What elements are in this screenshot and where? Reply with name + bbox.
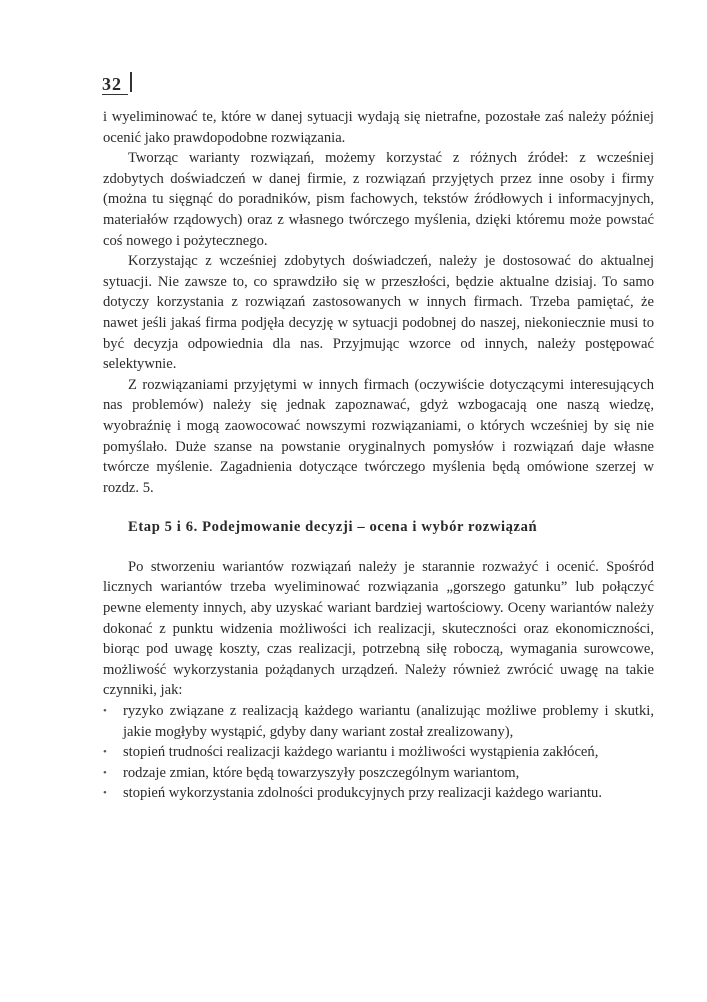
body-paragraph-1: i wyeliminować te, które w danej sytuacji wydają się nietrafne, pozostałe zaś należy później ocenić jako prawdopodobne rozwiązania. [103,109,654,146]
bullet-item: • stopień wykorzystania zdolności produkcyjnych przy realizacji każdego wariantu. [103,783,654,804]
section-heading: Etap 5 i 6. Podejmowanie decyzji – ocena i wybór rozwiązań [128,519,538,536]
bullet-item: • rodzaje zmian, które będą towarzyszyły poszczególnym wariantom, [103,763,654,784]
bullet-item: • ryzyko związane z realizacją każdego wariantu (analizując możliwe problemy i skutki, jakie mogłyby wystąpić, gdyby dany wariant został zrealizowany), [103,701,654,742]
page-number-rule [130,72,132,92]
bullet-item: • stopień trudności realizacji każdego wariantu i możliwości wystąpienia zakłóceń, [103,742,654,763]
body-paragraph-2: Tworząc warianty rozwiązań, możemy korzystać z różnych źródeł: z wcześniej zdobytych doświadczeń w danej firmie, z rozwiązań przyjętych przez inne osoby i firmy (można tu sięgnąć do poradników, pism fachowych, tekstów źródłowych i informacyjnych, materiałów rządowych) oraz z własnego twórczego myślenia, dzięki któremu może powstać coś nowego i pożytecznego. [103,150,654,249]
body-paragraph-4: Z rozwiązaniami przyjętymi w innych firmach (oczywiście dotyczącymi interesujących nas problemów) należy się jednak zapoznawać, gdyż wzbogacają one naszą wiedzę, wyobraźnię i mogą zaowocować nowszymi rozwiązaniami, o których wcześniej by się nie pomyślało. Duże szanse na powstanie oryginalnych pomysłów i rozwiązań daje własne twórcze myślenie. Zagadnienia dotyczące twórczego myślenia będą omówione szerzej w rozdz. 5. [103,376,654,496]
body-paragraph-3: Korzystając z wcześniej zdobytych doświadczeń, należy je dostosować do aktualnej sytuacji. Nie zawsze to, co sprawdziło się w przeszłości, będzie aktualne dzisiaj. To samo dotyczy korzystania z rozwiązań zastosowanych w innych firmach. Trzeba pamiętać, że nawet jeśli jakaś firma podjęła decyzję w sytuacji podobnej do naszej, niekoniecznie musi to być decyzja odpowiednia dla nas. Przyjmując wzorce od innych, należy postępować selektywnie. [103,253,654,373]
page-number-text: 32 [102,74,128,95]
body-paragraph-5: Po stworzeniu wariantów rozwiązań należy je starannie rozważyć i ocenić. Spośród licznych wariantów trzeba wyeliminować rozwiązania „gorszego gatunku” lub połączyć pewne elementy innych, aby uzyskać wariant bardziej wartościowy. Oceny wariantów należy dokonać z punktu widzenia możliwości ich realizacji, skuteczności oraz ekonomiczności, biorąc pod uwagę koszty, czas realizacji, potrzebną siłę roboczą, wymagania surowcowe, możliwość wykorzystania pożądanych urządzeń. Należy również zwrócić uwagę na takie czynniki, jak: [103,558,654,699]
page-number [102,72,132,95]
bullet-list [103,701,654,804]
page-body [103,107,654,804]
